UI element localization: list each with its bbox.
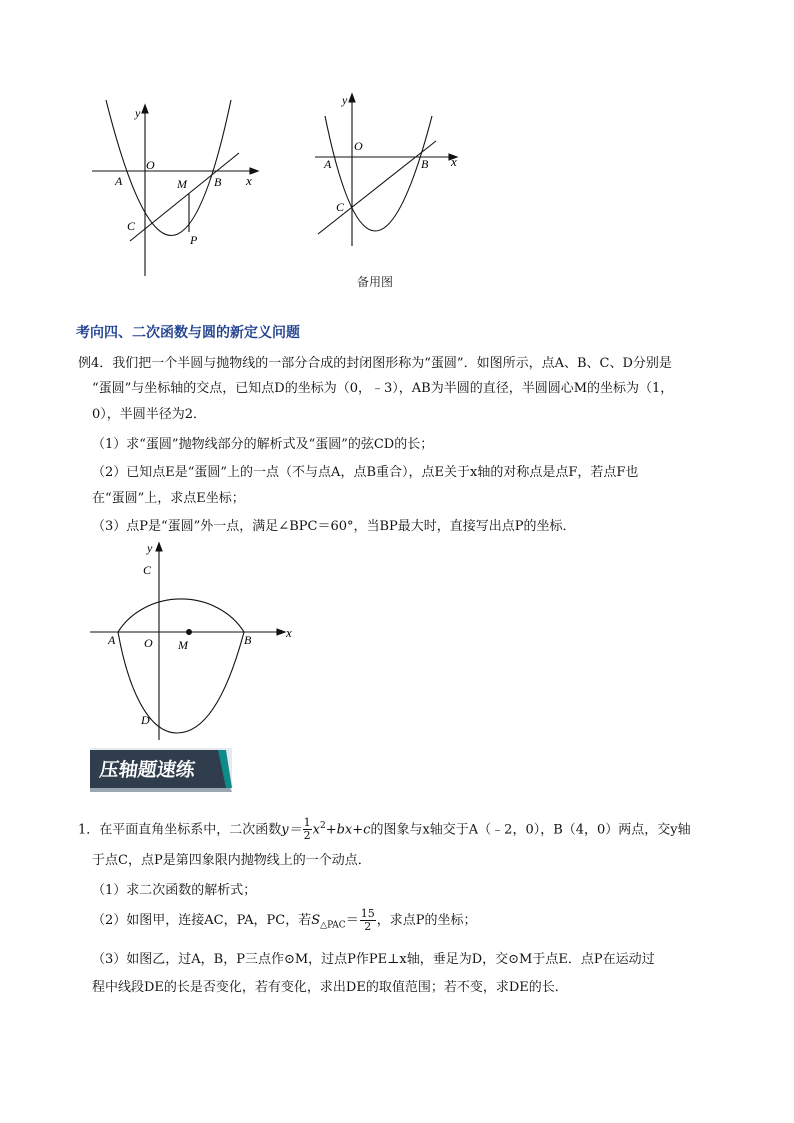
- example4-q3: （3）点P是“蛋圆”外一点，满足∠BPC＝60°，当BP最大时，直接写出点P的坐标．: [92, 519, 576, 534]
- problem1-line1-a: 1．在平面直角坐标系中，二次函数: [78, 822, 282, 838]
- line-bc: [318, 141, 436, 234]
- example4-line2: “蛋圆”与坐标轴的交点，已知点D的坐标为（0，﹣3），AB为半圆的直径，半圆圆心M的坐标为（1，: [92, 381, 674, 396]
- area-fraction: $\frac{15}{2}$: [360, 907, 375, 933]
- func-fraction: $\frac{1}{2}$: [303, 816, 311, 843]
- example4-line3: 0），半圆半径为2．: [92, 407, 207, 422]
- example4-q1: （1）求“蛋圆”抛物线部分的解析式及“蛋圆”的弦CD的长；: [92, 437, 434, 452]
- label-y: y: [147, 541, 153, 555]
- func-tail: +bx+c: [325, 822, 371, 838]
- semicircle: [118, 599, 244, 632]
- problem1-line1-b: 的图象与x轴交于A（﹣2，0），B（4，0）两点，交y轴: [370, 822, 691, 838]
- label-o: O: [354, 139, 363, 153]
- example4-q2-line2: 在“蛋圆”上，求点E坐标；: [92, 491, 245, 506]
- label-c: C: [336, 200, 345, 214]
- func-x: x: [312, 822, 320, 838]
- problem1-q1: （1）求二次函数的解析式；: [92, 883, 257, 898]
- section-heading: 考向四、二次函数与圆的新定义问题: [76, 325, 300, 341]
- label-o: O: [144, 636, 153, 650]
- problem1-line2: 于点C，点P是第四象限内抛物线上的一个动点．: [92, 853, 371, 868]
- problem1-q3-line2: 程中线段DE的长是否变化，若有变化，求出DE的取值范围；若不变，求DE的长．: [92, 980, 568, 995]
- label-x: x: [451, 154, 457, 169]
- func-y: y＝: [281, 822, 302, 838]
- parabola: [106, 100, 231, 236]
- y-axis-arrow-icon: [349, 94, 355, 102]
- problem1-q3-line1: （3）如图乙，过A，B，P三点作⊙M，过点P作PE⊥x轴，垂足为D，交⊙M于点E．点P在运动过: [92, 952, 655, 967]
- label-a: A: [324, 157, 332, 171]
- problem1-q2: （2）如图甲，连接AC，PA，PC，若$S_{\triangle PAC}=$ $\frac{15}{2}$ ，求点P的坐标；: [92, 907, 477, 933]
- figure-3: [86, 540, 301, 745]
- label-c: C: [143, 563, 152, 577]
- figure-2-caption: 备用图: [357, 275, 394, 289]
- label-y: y: [342, 93, 348, 107]
- problem1-line1: [78, 814, 691, 842]
- label-b: B: [244, 633, 252, 647]
- label-m: M: [178, 638, 188, 652]
- y-axis-arrow-icon: [156, 543, 162, 551]
- label-c: C: [127, 219, 136, 233]
- label-d: D: [141, 713, 150, 727]
- func-exponent: 2: [319, 821, 326, 831]
- y-axis-arrow-icon: [142, 105, 148, 113]
- label-x: x: [246, 173, 252, 188]
- label-y: y: [135, 106, 141, 120]
- label-x: x: [286, 625, 292, 640]
- banner-text: 压轴题速练: [98, 759, 197, 781]
- label-p: P: [190, 233, 198, 247]
- figure-2: [310, 88, 470, 248]
- label-b: B: [214, 175, 222, 189]
- practice-banner: [90, 748, 232, 792]
- label-m: M: [177, 177, 187, 191]
- label-o: O: [146, 158, 155, 172]
- center-m-dot: [186, 629, 192, 635]
- label-a: A: [115, 174, 123, 188]
- example4-q2-line1: （2）已知点E是“蛋圆”上的一点（不与点A，点B重合），点E关于x轴的对称点是点F，若点F也: [92, 465, 639, 480]
- x-axis-arrow-icon: [277, 629, 285, 635]
- example4-line1: 例4．我们把一个半圆与抛物线的一部分合成的封闭图形称为“蛋圆”．如图所示，点A、B、C、D分别是: [78, 356, 672, 371]
- figure-1: [86, 100, 271, 280]
- label-a: A: [108, 633, 116, 647]
- label-b: B: [421, 157, 429, 171]
